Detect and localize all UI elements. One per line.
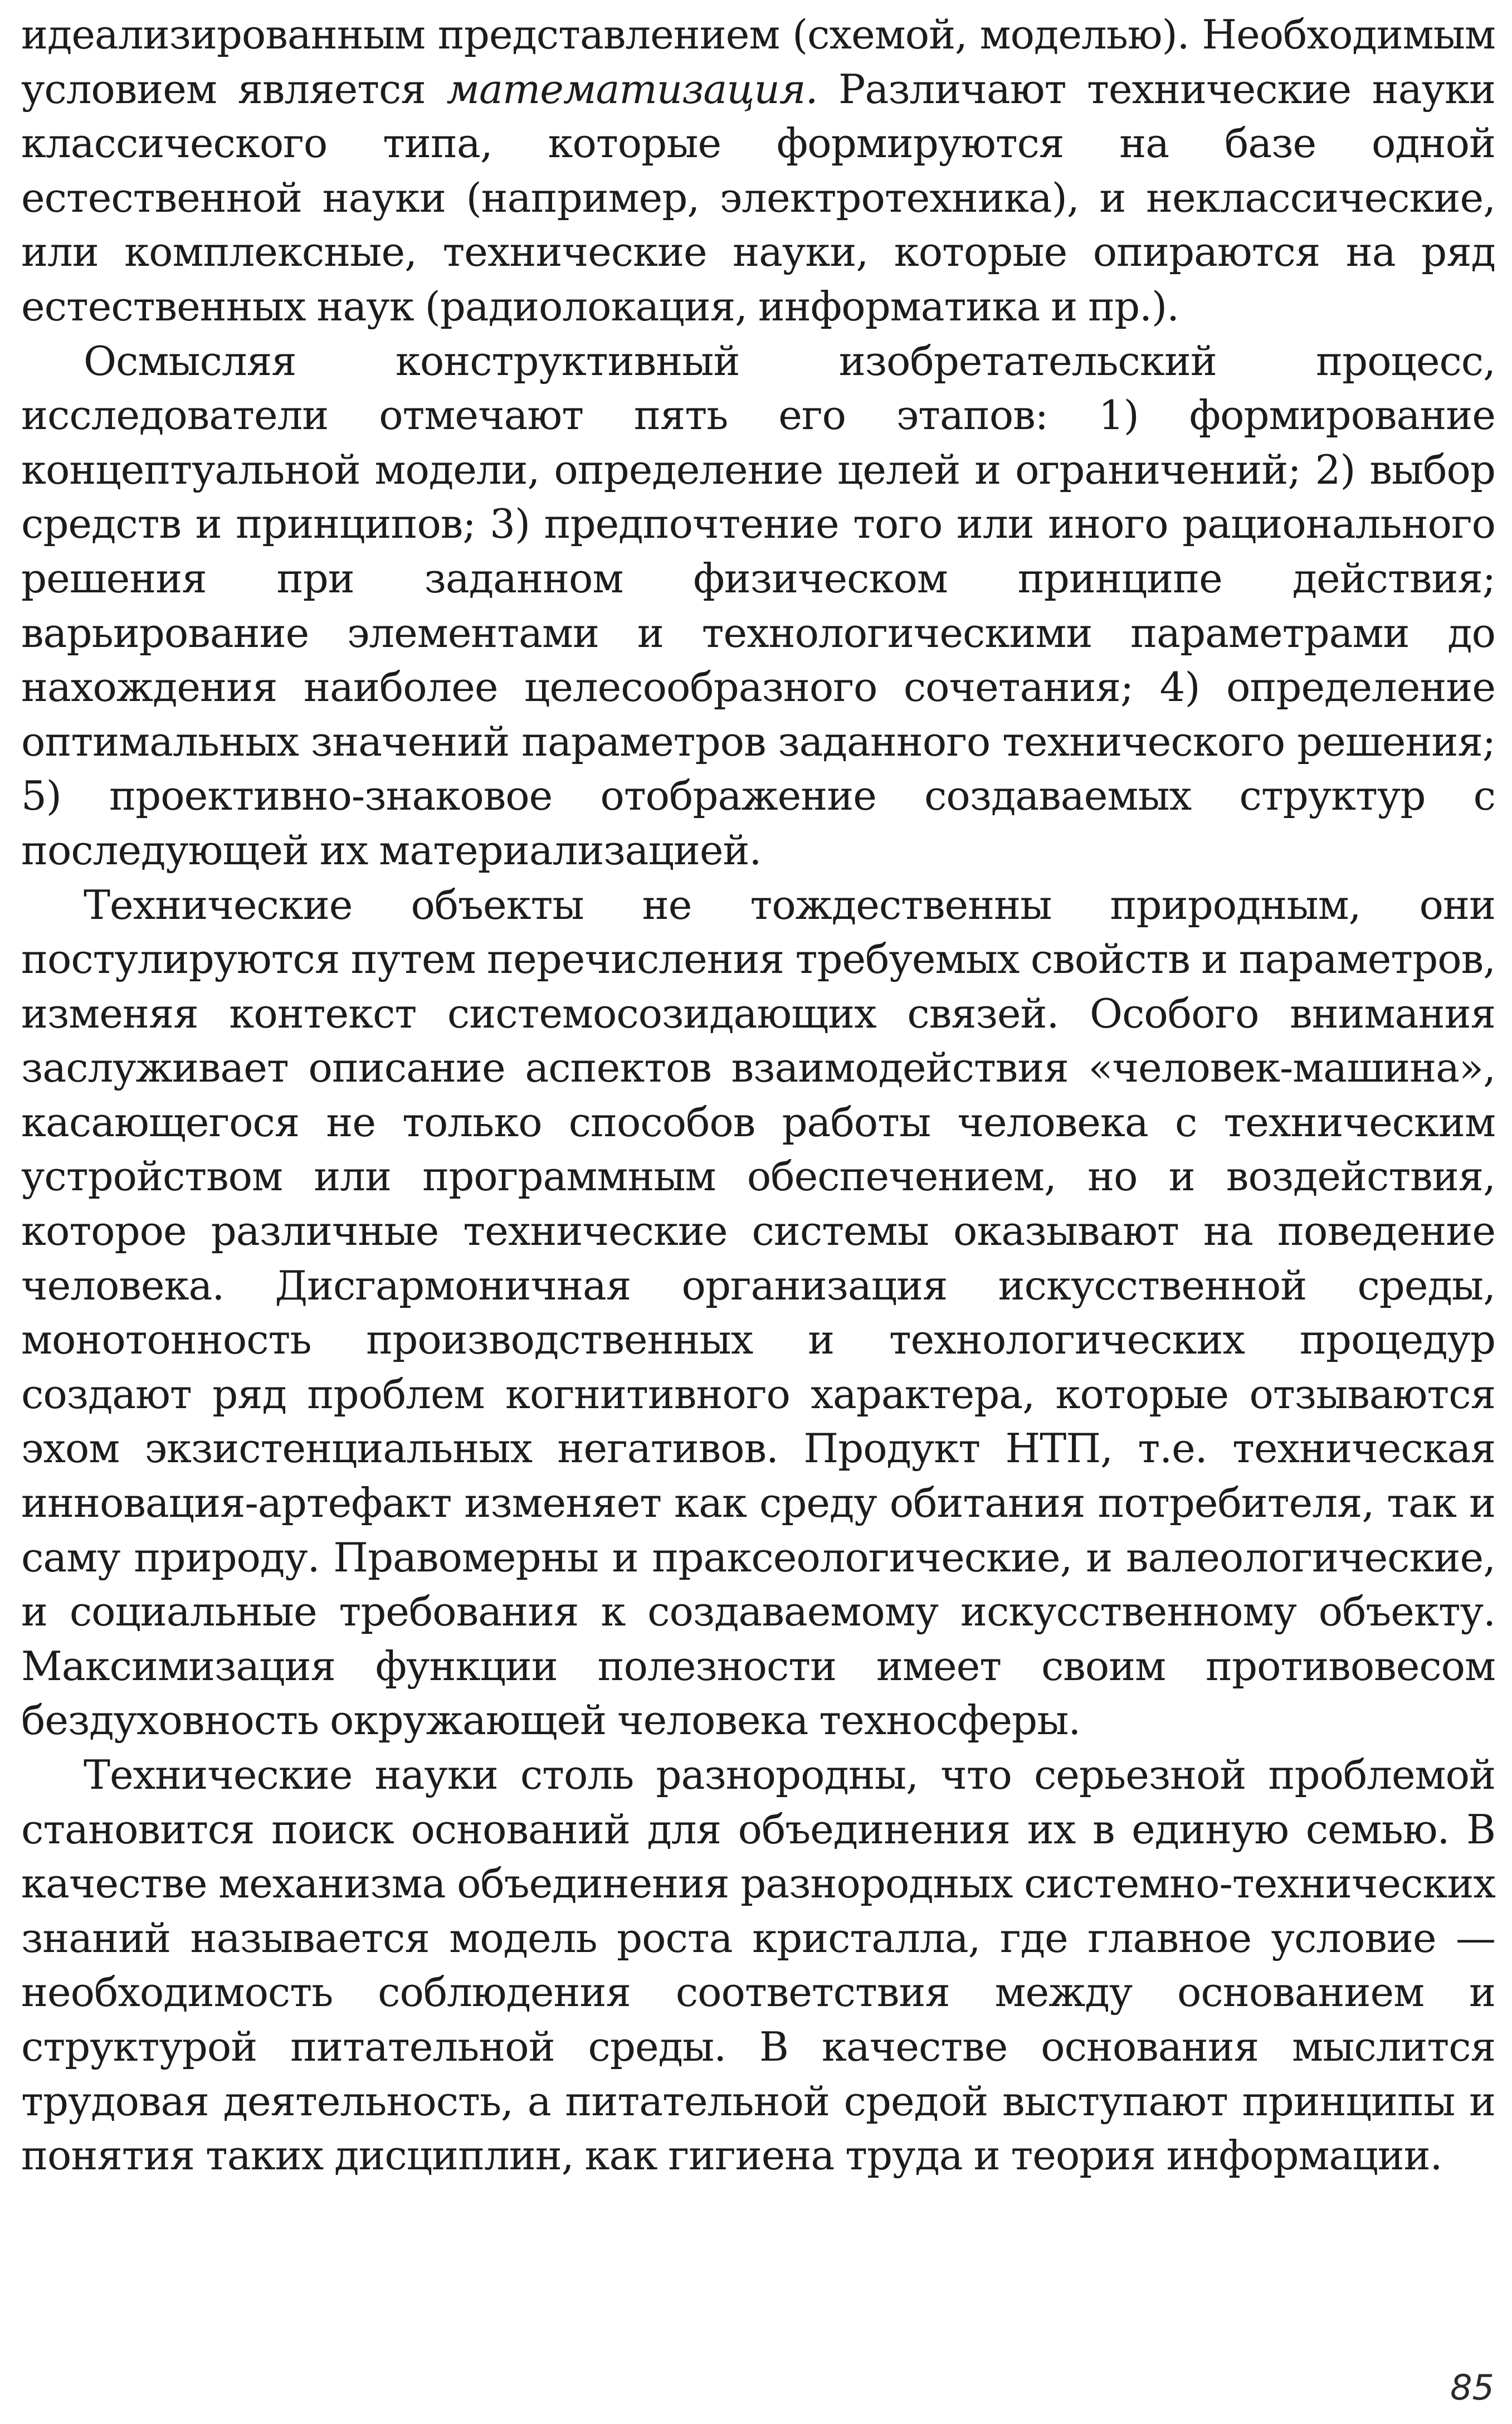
paragraph-text: Технические науки столь разнородны, что серьезной проблемой становится поиск оснований для объединения их в единую семью. В качестве механизма объединения разнородных системно-технических знаний называется модель роста кристалла, где главное условие — необходимость соблюдения соответствия между основанием и структурой питательной среды. В качестве основания мыслится трудовая деятельность, а питательной средой выступают принципы и понятия таких дисциплин, как гигиена труда и теория информации.: [21, 1751, 1495, 2179]
paragraph-3: [21, 878, 1495, 1749]
emphasized-term: математизация.: [446, 65, 818, 113]
body-text: [21, 8, 1495, 2183]
paragraph-text: Осмысляя конструктивный изобретательский процесс, исследователи отмечают пять его этапов: 1) формирование концептуальной модели, определение целей и ограничений; 2) выбор средств и принципов; 3) предпочтение того или иного рационального решения при заданном физическом принципе действия; варьирование элементами и технологическими параметрами до нахождения наиболее целесообразного сочетания; 4) определение оптимальных значений параметров заданного технического решения; 5) проективно-знаковое отображение создаваемых структур с последующей их материализацией.: [21, 337, 1495, 874]
paragraph-text: Технические объекты не тождественны природным, они постулируются путем перечисления требуемых свойств и параметров, изменяя контекст системосозидающих связей. Особого внимания заслуживает описание аспектов взаимодействия «человек-машина», касающегося не только способов работы человека с техническим устройством или программным обеспечением, но и воздействия, которое различные технические системы оказывают на поведение человека. Дисгармоничная организация искусственной среды, монотонность производственных и технологических процедур создают ряд проблем когнитивного характера, которые отзываются эхом экзистенциальных негативов. Продукт НТП, т.е. техническая инновация-артефакт изменяет как среду обитания потребителя, так и саму природу. Правомерны и праксеологические, и валеологические, и социальные требования к создаваемому искусственному объекту. Максимизация функции полезности имеет своим противовесом бездуховность окружающей человека техносферы.: [21, 881, 1495, 1744]
paragraph-1: [21, 8, 1495, 334]
paragraph-2: [21, 334, 1495, 878]
paragraph-text: Различают технические науки классического типа, которые формируются на базе одной естественной науки (например, электротехника), и неклассические, или комплексные, технические науки, которые опираются на ряд естественных наук (радиолокация, информатика и пр.).: [21, 65, 1495, 330]
paragraph-4: [21, 1748, 1495, 2183]
page-number: 85: [1450, 2367, 1494, 2408]
paragraph-text: идеализированным представлением (схемой, моделью). Необходимым условием является: [21, 11, 1495, 113]
